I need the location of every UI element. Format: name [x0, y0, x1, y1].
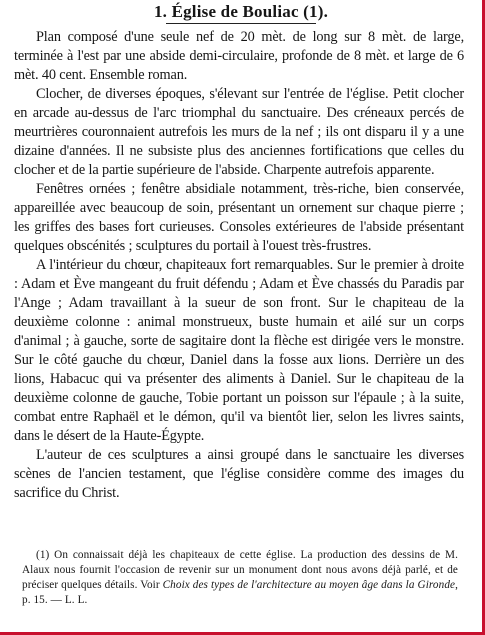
paragraph-fenetres: Fenêtres ornées ; fenêtre absidiale notamment, très-riche, bien conservée, appareillée avec beaucoup de soin, présentant un ornement sur chaque pierre ; les griffes des bases fort curieuses. Consoles extérieures de l'abside présentant quelques obscénités ; sculptures du portail à l'ouest très-frustres.: [14, 181, 464, 254]
heading-underline: [166, 23, 316, 24]
paragraph-clocher: Clocher, de diverses époques, s'élevant sur l'entrée de l'église. Petit clocher en arcade au-dessus de l'arc triomphal du sanctuaire. Des créneaux percés de meurtrières couronnaient autrefois les murs de la nef ; ils ont disparu il y a une dizaine d'années. Il ne subsiste plus des anciennes fortifications que celles du clocher et de la partie supérieure de l'abside. Charpente autrefois apparente.: [14, 86, 464, 178]
paragraph-interieur: A l'intérieur du chœur, chapiteaux fort remarquables. Sur le premier à droite : Adam et Ève mangeant du fruit défendu ; Adam et Ève chassés du Paradis par l'Ange ; Adam travaillant à la sueur de son front. Sur le chapiteau de la deuxième colonne : animal monstrueux, buste humain et ailé sur un corps d'animal ; à gauche, sorte de sagitaire dont la flèche est dirigée vers le monstre. Sur le côté gauche du chœur, Daniel dans la fosse aux lions. Derrière un des lions, Habacuc qui va présenter des aliments à Daniel. Sur le chapiteau de la deuxième colonne de gauche, Tobie portant un poisson sur l'épaule ; à la suite, combat entre Raphaël et le démon, qu'il va bientôt lier, selon les livres saints, dans le désert de la Haute-Égypte.: [14, 257, 464, 444]
paragraph-plan: Plan composé d'une seule nef de 20 mèt. de long sur 8 mèt. de large, terminée à l'est par une abside demi-circulaire, profonde de 8 mèt. et large de 6 mèt. 40 cent. Ensemble roman.: [14, 29, 464, 83]
footnote-text: (1) On connaissait déjà les chapiteaux de cette église. La production des dessins de M. Alaux nous fournit l'occasion de revenir sur un monument dont nous avons déjà parlé, et de préciser quelques détails. Voir: [22, 549, 458, 591]
footnote: [22, 548, 458, 608]
footnote-reference: , p. 15. — L. L.: [22, 579, 458, 606]
section-heading-text: 1. Église de Bouliac (1).: [153, 2, 329, 21]
section-heading: [0, 2, 482, 24]
footnote-paragraph: [22, 548, 458, 608]
body-text: [14, 28, 464, 503]
paragraph-conclusion: L'auteur de ces sculptures a ainsi groupé dans le sanctuaire les diverses scènes de l'ancien testament, que l'église considère comme des images du sacrifice du Christ.: [14, 447, 464, 501]
footnote-title: Choix des types de l'architecture au moyen âge dans la Gironde: [162, 579, 456, 591]
